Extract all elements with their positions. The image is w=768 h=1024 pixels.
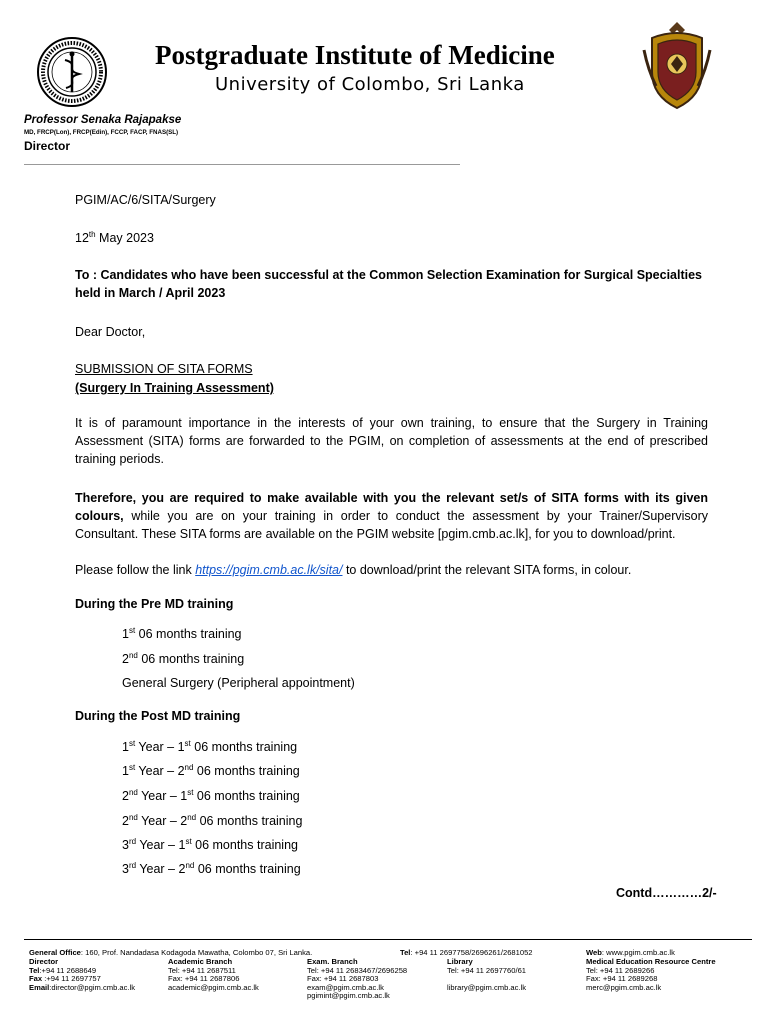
post-md-item-part: 1 — [122, 764, 129, 778]
post-md-item-part: 1 — [178, 838, 186, 852]
header-divider — [24, 164, 460, 165]
post-md-item-part: Year – — [135, 764, 178, 778]
pre-md-item — [122, 652, 244, 666]
subject-line — [75, 360, 708, 378]
post-md-item-part: 06 months training — [193, 789, 300, 803]
post-md-item-part: nd — [128, 787, 138, 797]
footer-divider — [24, 939, 752, 940]
footer-label: Fax — [29, 974, 43, 984]
pgim-logo — [36, 36, 108, 108]
footer-column-line: Fax: +94 11 2687806 — [168, 974, 240, 984]
post-md-item — [122, 862, 301, 876]
post-md-item-part: Year – — [135, 740, 178, 754]
footer-value: :+94 11 2688649 — [39, 965, 97, 975]
footer-column-line: Tel: +94 11 2687511 — [168, 965, 236, 975]
general-tel-label: Tel — [400, 948, 411, 957]
post-md-item-part: 06 months training — [196, 814, 303, 828]
post-md-item-part: st — [128, 738, 136, 748]
post-md-item-part: 2 — [177, 764, 185, 778]
director-title: Director — [24, 139, 71, 153]
footer-value: :+94 11 2697757 — [42, 974, 101, 984]
post-md-item-part: 2 — [122, 789, 129, 803]
post-md-item-part: rd — [128, 860, 137, 870]
footer-column-line: library@pgim.cmb.ac.lk — [447, 982, 527, 992]
post-md-item-part: 06 months training — [190, 740, 298, 754]
link-suffix: to download/print the relevant SITA forms, in colour. — [342, 563, 632, 577]
footer-column-line: Tel: +94 11 2697760/61 — [447, 965, 527, 975]
post-md-item-part: nd — [128, 812, 138, 822]
general-tel-value: : +94 11 2697758/2696261/2681052 — [410, 948, 533, 957]
footer-label: Email — [29, 982, 50, 992]
footer-column-heading: Exam. Branch — [307, 957, 358, 966]
pre-md-item — [122, 627, 242, 641]
post-md-item-part: 2 — [180, 814, 188, 828]
post-md-item-part: 06 months training — [191, 838, 298, 852]
date-day: 12 — [75, 231, 89, 245]
requirement-bold: Therefore, you are required to make available with you the relevant set/s of SITA forms with its given colours, — [75, 491, 708, 523]
paragraph-requirement — [75, 489, 708, 543]
post-md-item — [122, 764, 300, 778]
subject-title: SUBMISSION OF SITA FORMS — [75, 362, 253, 376]
post-md-item-part: nd — [185, 860, 195, 870]
item-number: 2 — [122, 652, 129, 666]
post-md-item — [122, 814, 302, 828]
pre-md-heading: During the Pre MD training — [75, 597, 234, 611]
general-office-label: General Office — [29, 948, 81, 957]
item-suffix: st — [128, 625, 136, 635]
post-md-item-part: Year – — [136, 862, 179, 876]
footer-column-line: Fax: +94 11 2687803 — [307, 974, 379, 984]
web-value: : www.pgim.cmb.ac.lk — [601, 948, 675, 957]
reference-number: PGIM/AC/6/SITA/Surgery — [75, 193, 216, 207]
sita-link[interactable]: https://pgim.cmb.ac.lk/sita/ — [195, 563, 343, 577]
post-md-item-part: Year – — [137, 814, 181, 828]
footer-column-line: merc@pgim.cmb.ac.lk — [586, 982, 662, 992]
footer-label: Tel — [29, 965, 40, 975]
continued-note: Contd…………2/- — [616, 886, 717, 900]
post-md-item-part: 1 — [122, 740, 129, 754]
web-label: Web — [586, 948, 602, 957]
footer-value: :director@pgim.cmb.ac.lk — [49, 982, 136, 992]
footer-column — [29, 958, 135, 992]
post-md-item-part: st — [187, 787, 194, 797]
director-qualifications: MD, FRCP(Lon), FRCP(Edin), FCCP, FACP, FNAS(SL) — [24, 129, 179, 136]
post-md-item-part: 2 — [178, 862, 186, 876]
post-md-item-part: rd — [128, 836, 137, 846]
post-md-item-part: Year – — [136, 838, 179, 852]
date-suffix: th — [88, 229, 96, 239]
footer-column-line: pgimint@pgim.cmb.ac.lk — [307, 991, 390, 1001]
footer-column-line — [29, 984, 135, 993]
item-text: 06 months training — [137, 652, 245, 666]
post-md-item-part: st — [185, 836, 192, 846]
addressee: To : Candidates who have been successful at the Common Selection Examination for Surgical Specialties held in March / April 2023 — [75, 268, 703, 300]
footer-column-line: academic@pgim.cmb.ac.lk — [168, 982, 259, 992]
post-md-item — [122, 838, 298, 852]
post-md-item — [122, 740, 297, 754]
post-md-item-part: 3 — [122, 862, 129, 876]
post-md-heading: During the Post MD training — [75, 709, 241, 723]
post-md-item-part: 1 — [180, 789, 188, 803]
subject-subtitle — [75, 379, 708, 397]
post-md-item-part: st — [184, 738, 191, 748]
link-prefix: Please follow the link — [75, 563, 196, 577]
requirement-rest: while you are on your training in order to conduct the assessment by your Trainer/Supervisory Consultant. These SITA forms are available on the PGIM website [pgim.cmb.ac.lk], for you to download/print. — [75, 509, 708, 541]
salutation: Dear Doctor, — [75, 325, 146, 339]
post-md-item-part: 06 months training — [193, 764, 300, 778]
footer-column-line: exam@pgim.cmb.ac.lk — [307, 982, 384, 992]
paragraph-importance: It is of paramount importance in the interests of your own training, to ensure that the Surgery in Training Assessment (SITA) forms are forwarded to the PGIM, on completion of assessments at the end of prescribed training periods. — [75, 416, 708, 466]
subject-subtitle-text: (Surgery In Training Assessment) — [75, 381, 274, 395]
pre-md-item: General Surgery (Peripheral appointment) — [122, 676, 355, 690]
general-office-address: : 160, Prof. Nandadasa Kodagoda Mawatha, Colombo 07, Sri Lanka. — [80, 948, 313, 957]
university-subtitle: University of Colombo, Sri Lanka — [215, 74, 525, 95]
link-paragraph — [75, 561, 708, 579]
post-md-item-part: nd — [184, 762, 194, 772]
letter-date — [75, 229, 708, 247]
footer-column — [447, 958, 526, 992]
footer-column-heading: Director — [29, 957, 59, 966]
date-month-year: May 2023 — [95, 231, 154, 245]
post-md-item — [122, 789, 300, 803]
post-md-item-part: 06 months training — [194, 862, 301, 876]
item-text: 06 months training — [135, 627, 242, 641]
footer-column-line: Tel: +94 11 2683467/2696258 — [307, 965, 408, 975]
director-name: Professor Senaka Rajapakse — [24, 114, 182, 126]
item-number: 1 — [122, 627, 129, 641]
university-crest — [638, 20, 716, 112]
item-suffix: nd — [128, 650, 138, 660]
post-md-item-part: 2 — [122, 814, 129, 828]
footer-column-line: Fax: +94 11 2689268 — [586, 974, 658, 984]
footer-column-heading: Academic Branch — [168, 957, 233, 966]
footer-column-heading: Library — [447, 957, 473, 966]
post-md-item-part: nd — [187, 812, 197, 822]
footer-column — [307, 958, 407, 1001]
footer-column — [168, 958, 259, 992]
institute-title: Postgraduate Institute of Medicine — [155, 40, 555, 70]
post-md-item-part: 1 — [177, 740, 185, 754]
footer-column — [586, 958, 716, 992]
post-md-item-part: Year – — [137, 789, 181, 803]
post-md-item-part: st — [128, 762, 136, 772]
footer-column-heading: Medical Education Resource Centre — [586, 957, 716, 966]
footer-column-line: Tel: +94 11 2689266 — [586, 965, 655, 975]
post-md-item-part: 3 — [122, 838, 129, 852]
